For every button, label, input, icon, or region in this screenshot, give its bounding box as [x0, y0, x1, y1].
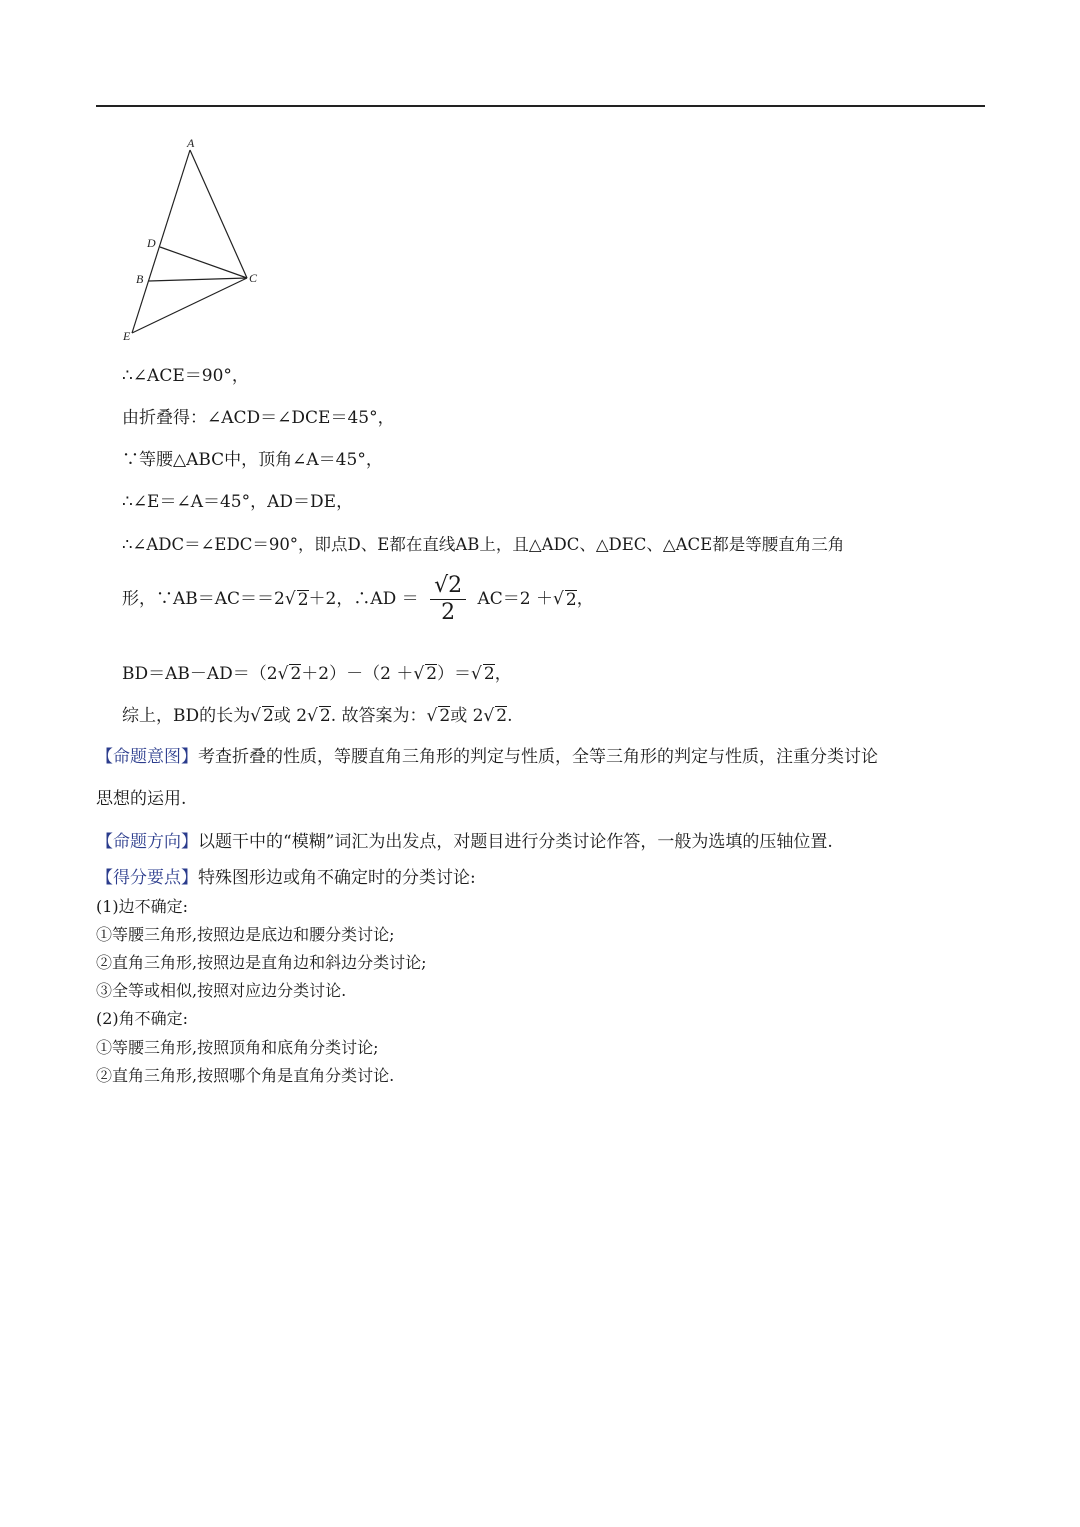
- points-item: ③全等或相似,按照对应边分类讨论.: [96, 981, 347, 1000]
- label-d: D: [147, 236, 156, 250]
- points-item: ②直角三角形,按照哪个角是直角分类讨论.: [96, 1066, 395, 1085]
- solution-line-4: ∴∠E＝∠A＝45°，AD＝DE，: [122, 492, 354, 512]
- points-item: ①等腰三角形,按照边是底边和腰分类讨论;: [96, 925, 395, 944]
- points-item: (2)角不确定:: [96, 1009, 189, 1028]
- label-b: B: [136, 272, 144, 286]
- solution-line-5: ∴∠ADC＝∠EDC＝90°，即点D、E都在直线AB上，且△ADC、△DEC、△ACE都是等腰直角三角: [122, 535, 845, 554]
- points-paragraph: 【得分要点】特殊图形边或角不确定时的分类讨论:: [96, 868, 476, 888]
- intent-tag: 【命题意图】: [96, 747, 198, 767]
- intent-paragraph: 【命题意图】考查折叠的性质，等腰直角三角形的判定与性质，全等三角形的判定与性质，注重分类讨论: [96, 747, 878, 767]
- triangle-figure: [110, 130, 280, 345]
- points-item: ①等腰三角形,按照顶角和底角分类讨论;: [96, 1038, 379, 1057]
- label-a: A: [187, 136, 195, 150]
- solution-line-7: BD＝AB－AD＝（2√ 2＋2）－（2 ＋√ 2）＝√ 2，: [122, 664, 512, 684]
- solution-line-6: 形，∵AB＝AC＝＝2√ 2＋2，∴AD ＝ $\frac{√2}{2}$ AC＝2 ＋√ 2，: [122, 573, 594, 625]
- points-item: ②直角三角形,按照边是直角边和斜边分类讨论;: [96, 953, 427, 972]
- direction-paragraph: 【命题方向】以题干中的“模糊”词汇为出发点，对题目进行分类讨论作答，一般为选填的压轴位置.: [96, 832, 833, 852]
- solution-line-8: 综上，BD的长为√ 2或 2√ 2. 故答案为：√ 2或 2√ 2.: [122, 706, 513, 726]
- solution-line-3: ∵等腰△ABC中，顶角∠A＝45°，: [122, 450, 383, 470]
- solution-line-2: 由折叠得：∠ACD＝∠DCE＝45°，: [122, 408, 395, 428]
- solution-line-1: ∴∠ACE＝90°，: [122, 366, 249, 386]
- label-e: E: [123, 329, 131, 343]
- fraction-sqrt2-over-2: $\frac{√2}{2}$: [430, 575, 466, 624]
- points-item: (1)边不确定:: [96, 897, 189, 916]
- direction-tag: 【命题方向】: [96, 832, 198, 852]
- intent-continuation: 思想的运用.: [96, 789, 187, 809]
- header-rule: [96, 105, 985, 107]
- label-c: C: [249, 271, 258, 285]
- points-tag: 【得分要点】: [96, 868, 198, 888]
